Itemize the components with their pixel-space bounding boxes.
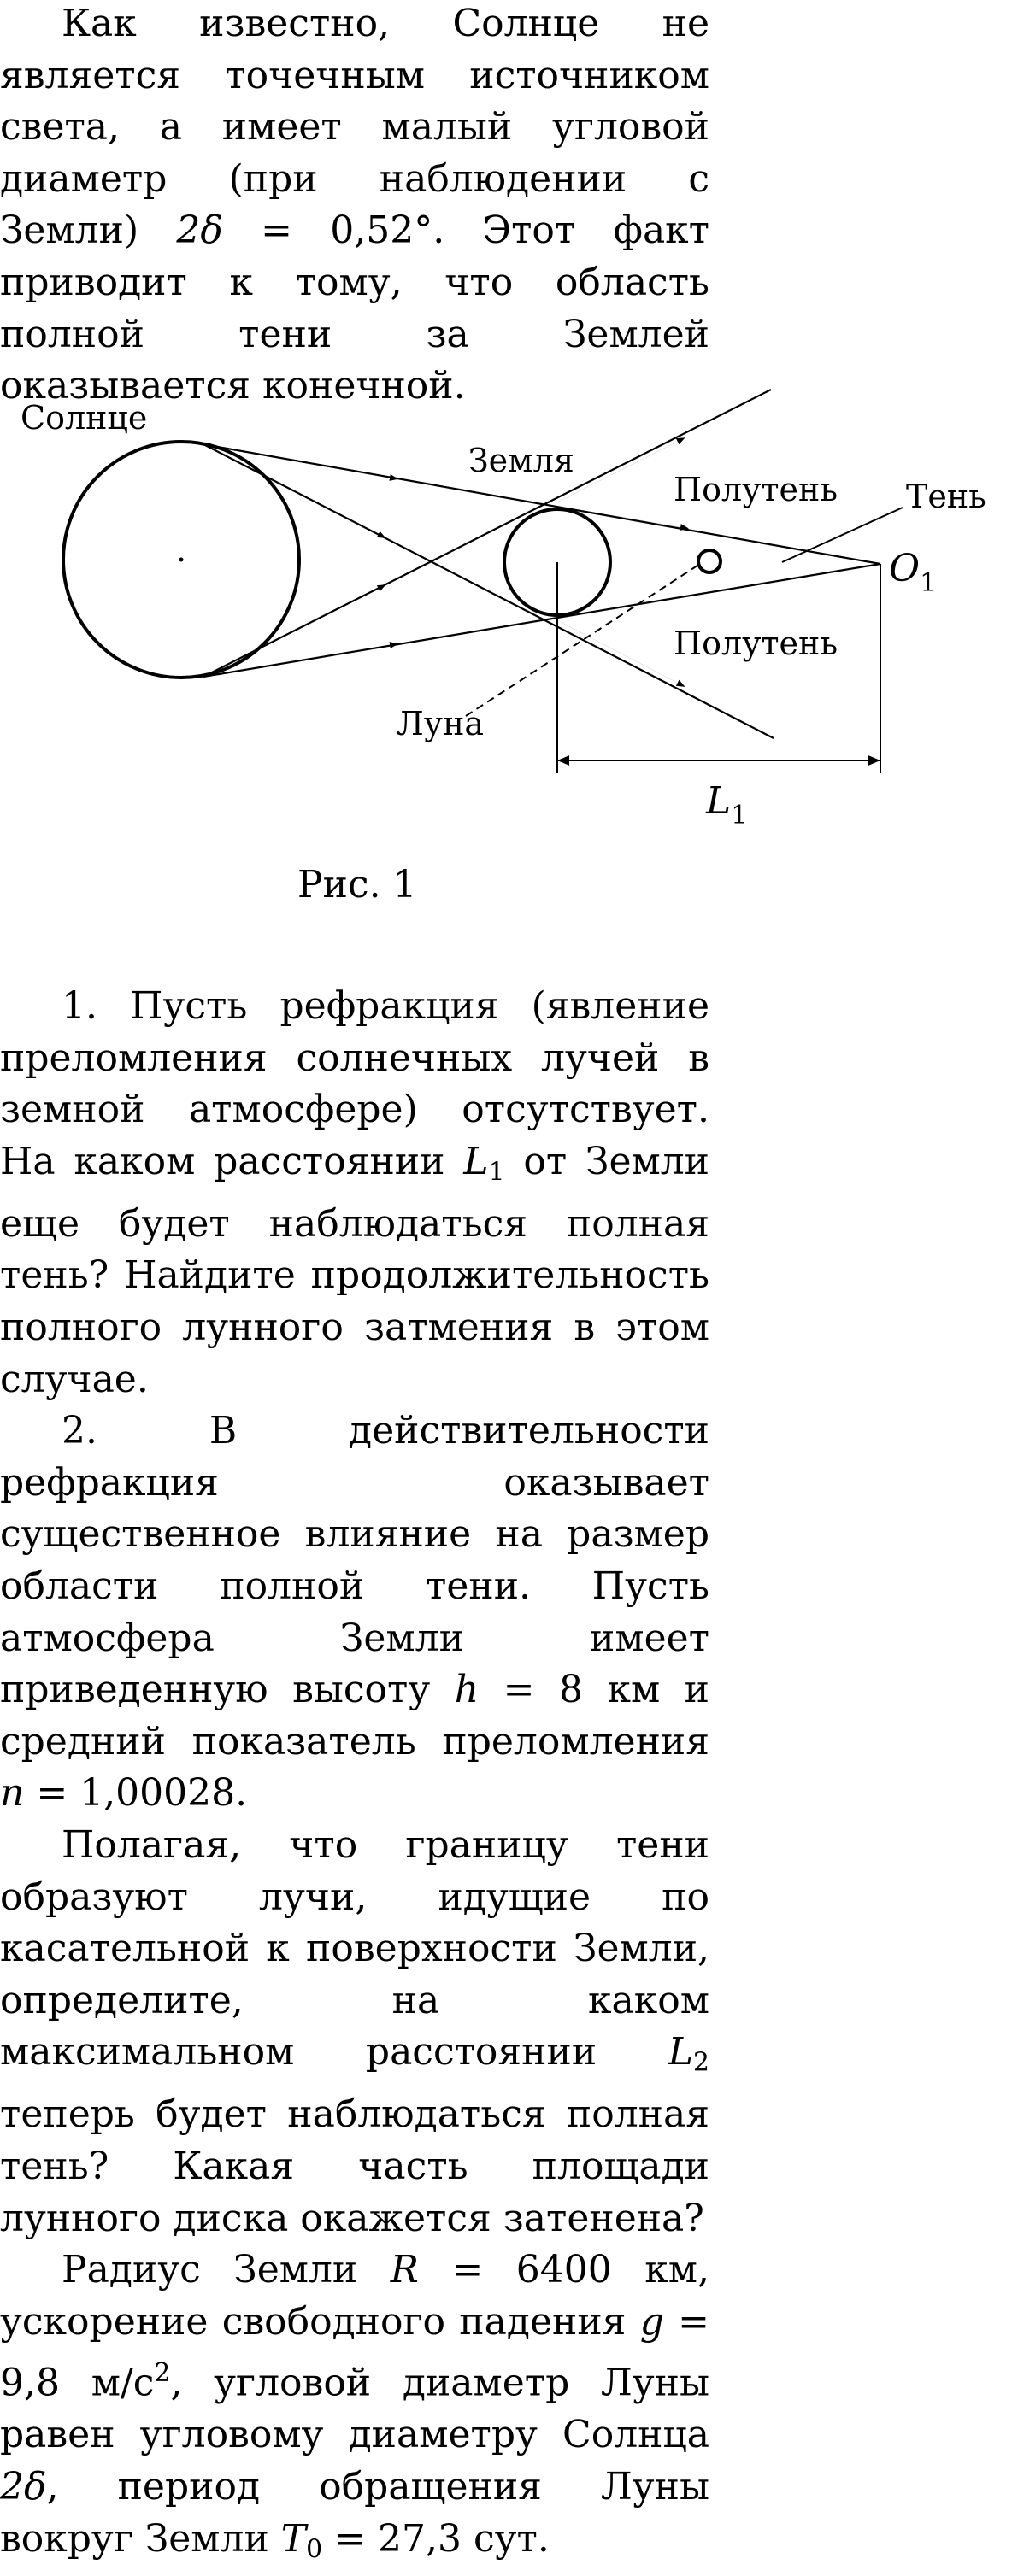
g-value: 9,8 м/с [0,2361,155,2405]
question-1-text-a: Пусть рефракция (явление преломления солнечных лучей в земной атмосфере) отсутствует. На каком расстоянии [0,984,709,1183]
given-text-d: , период обращения Луны вокруг Земли [0,2465,709,2561]
given-text-a: Радиус Земли [62,2248,391,2292]
umbra-arrow-top-2 [556,506,685,528]
r-value: 6400 км, [515,2248,709,2292]
var-delta: 2δ [0,2465,47,2509]
umbra-arrow-bottom [203,644,395,677]
var-r: R [390,2248,419,2292]
n-value: 1,00028. [79,1771,248,1816]
moon-dashed-line [466,562,703,716]
umbra-arrow-top [203,444,395,478]
var-n: n [0,1771,25,1816]
question-1 [0,981,709,1405]
label-sun: Солнце [21,399,148,437]
question-2-text-a: 2. В действительности рефракция оказывает существенное влияние на размер области полной тени. Пусть атмосфера Земли имеет приведенную высоту [0,1409,709,1712]
eclipse-diagram [0,376,1012,854]
label-earth: Земля [468,442,574,479]
given-data [0,2244,709,2575]
equals-sign: = [418,2248,516,2292]
question-1-text-b: от Земли еще будет наблюдаться полная тень? Найдите продолжительность полного лунного затмения в этом случае. [0,1139,709,1401]
h-value: 8 км [558,1668,661,1712]
angular-diameter-value: 0,52°. [330,208,445,253]
label-l1: $L_1$ [706,779,748,830]
var-t0: $T_0$ [280,2516,323,2565]
var-l2: $L_2$ [668,2030,709,2078]
intro-text-a: Как известно, Солнце не является точечным источником света, а имеет малый угловой диаметр (при наблюдении с Земли) [0,2,709,253]
t0-value: 27,3 сут. [378,2516,550,2561]
sun-center-dot [179,558,184,562]
penumbra-arrow-down-2 [557,620,682,685]
question-2 [0,1405,709,1820]
questions-block [0,981,709,2576]
equals-sign: = [222,208,331,253]
umbra-pointer [782,508,903,562]
var-g: g [639,2299,664,2344]
penumbra-arrow-up-2 [557,439,682,502]
intro-paragraph [0,0,709,413]
equals-sign: = [24,1771,80,1816]
question-2-text-b: и средний показатель преломления [0,1668,709,1763]
label-moon: Луна [397,705,485,742]
moon-disc [698,550,721,572]
equals-sign: = [479,1668,559,1712]
var-l1: $L_1$ [463,1139,505,1188]
g-exponent: 2 [154,2358,171,2389]
label-penumbra-bottom: Полутень [674,625,838,662]
var-h: h [454,1668,480,1712]
intro-text-b: Этот факт приводит к тому, что область полной тени за Землей оказывается конечной. [0,208,710,408]
question-3 [0,1820,709,2244]
given-text-c: , угловой диаметр Луны равен угловому диаметру Солнца [0,2361,709,2457]
label-o1: $O_1$ [889,547,937,598]
label-penumbra-top: Полутень [674,471,838,508]
equals-sign: = [663,2299,710,2344]
given-text-b: ускорение свободного падения [0,2299,640,2344]
label-umbra: Тень [906,478,986,515]
question-3-text-b: теперь будет наблюдаться полная тень? Какая часть площади лунного диска окажется затенена? [0,2092,709,2240]
angular-diameter-symbol: 2δ [176,208,223,253]
equals-sign: = [322,2516,379,2561]
question-1-number: 1. [62,984,97,1028]
question-3-text-a: Полагая, что границу тени образуют лучи, идущие по касательной к поверхности Земли, определите, на каком максимальном расстоянии [0,1822,709,2074]
figure-caption: Рис. 1 [297,863,417,907]
